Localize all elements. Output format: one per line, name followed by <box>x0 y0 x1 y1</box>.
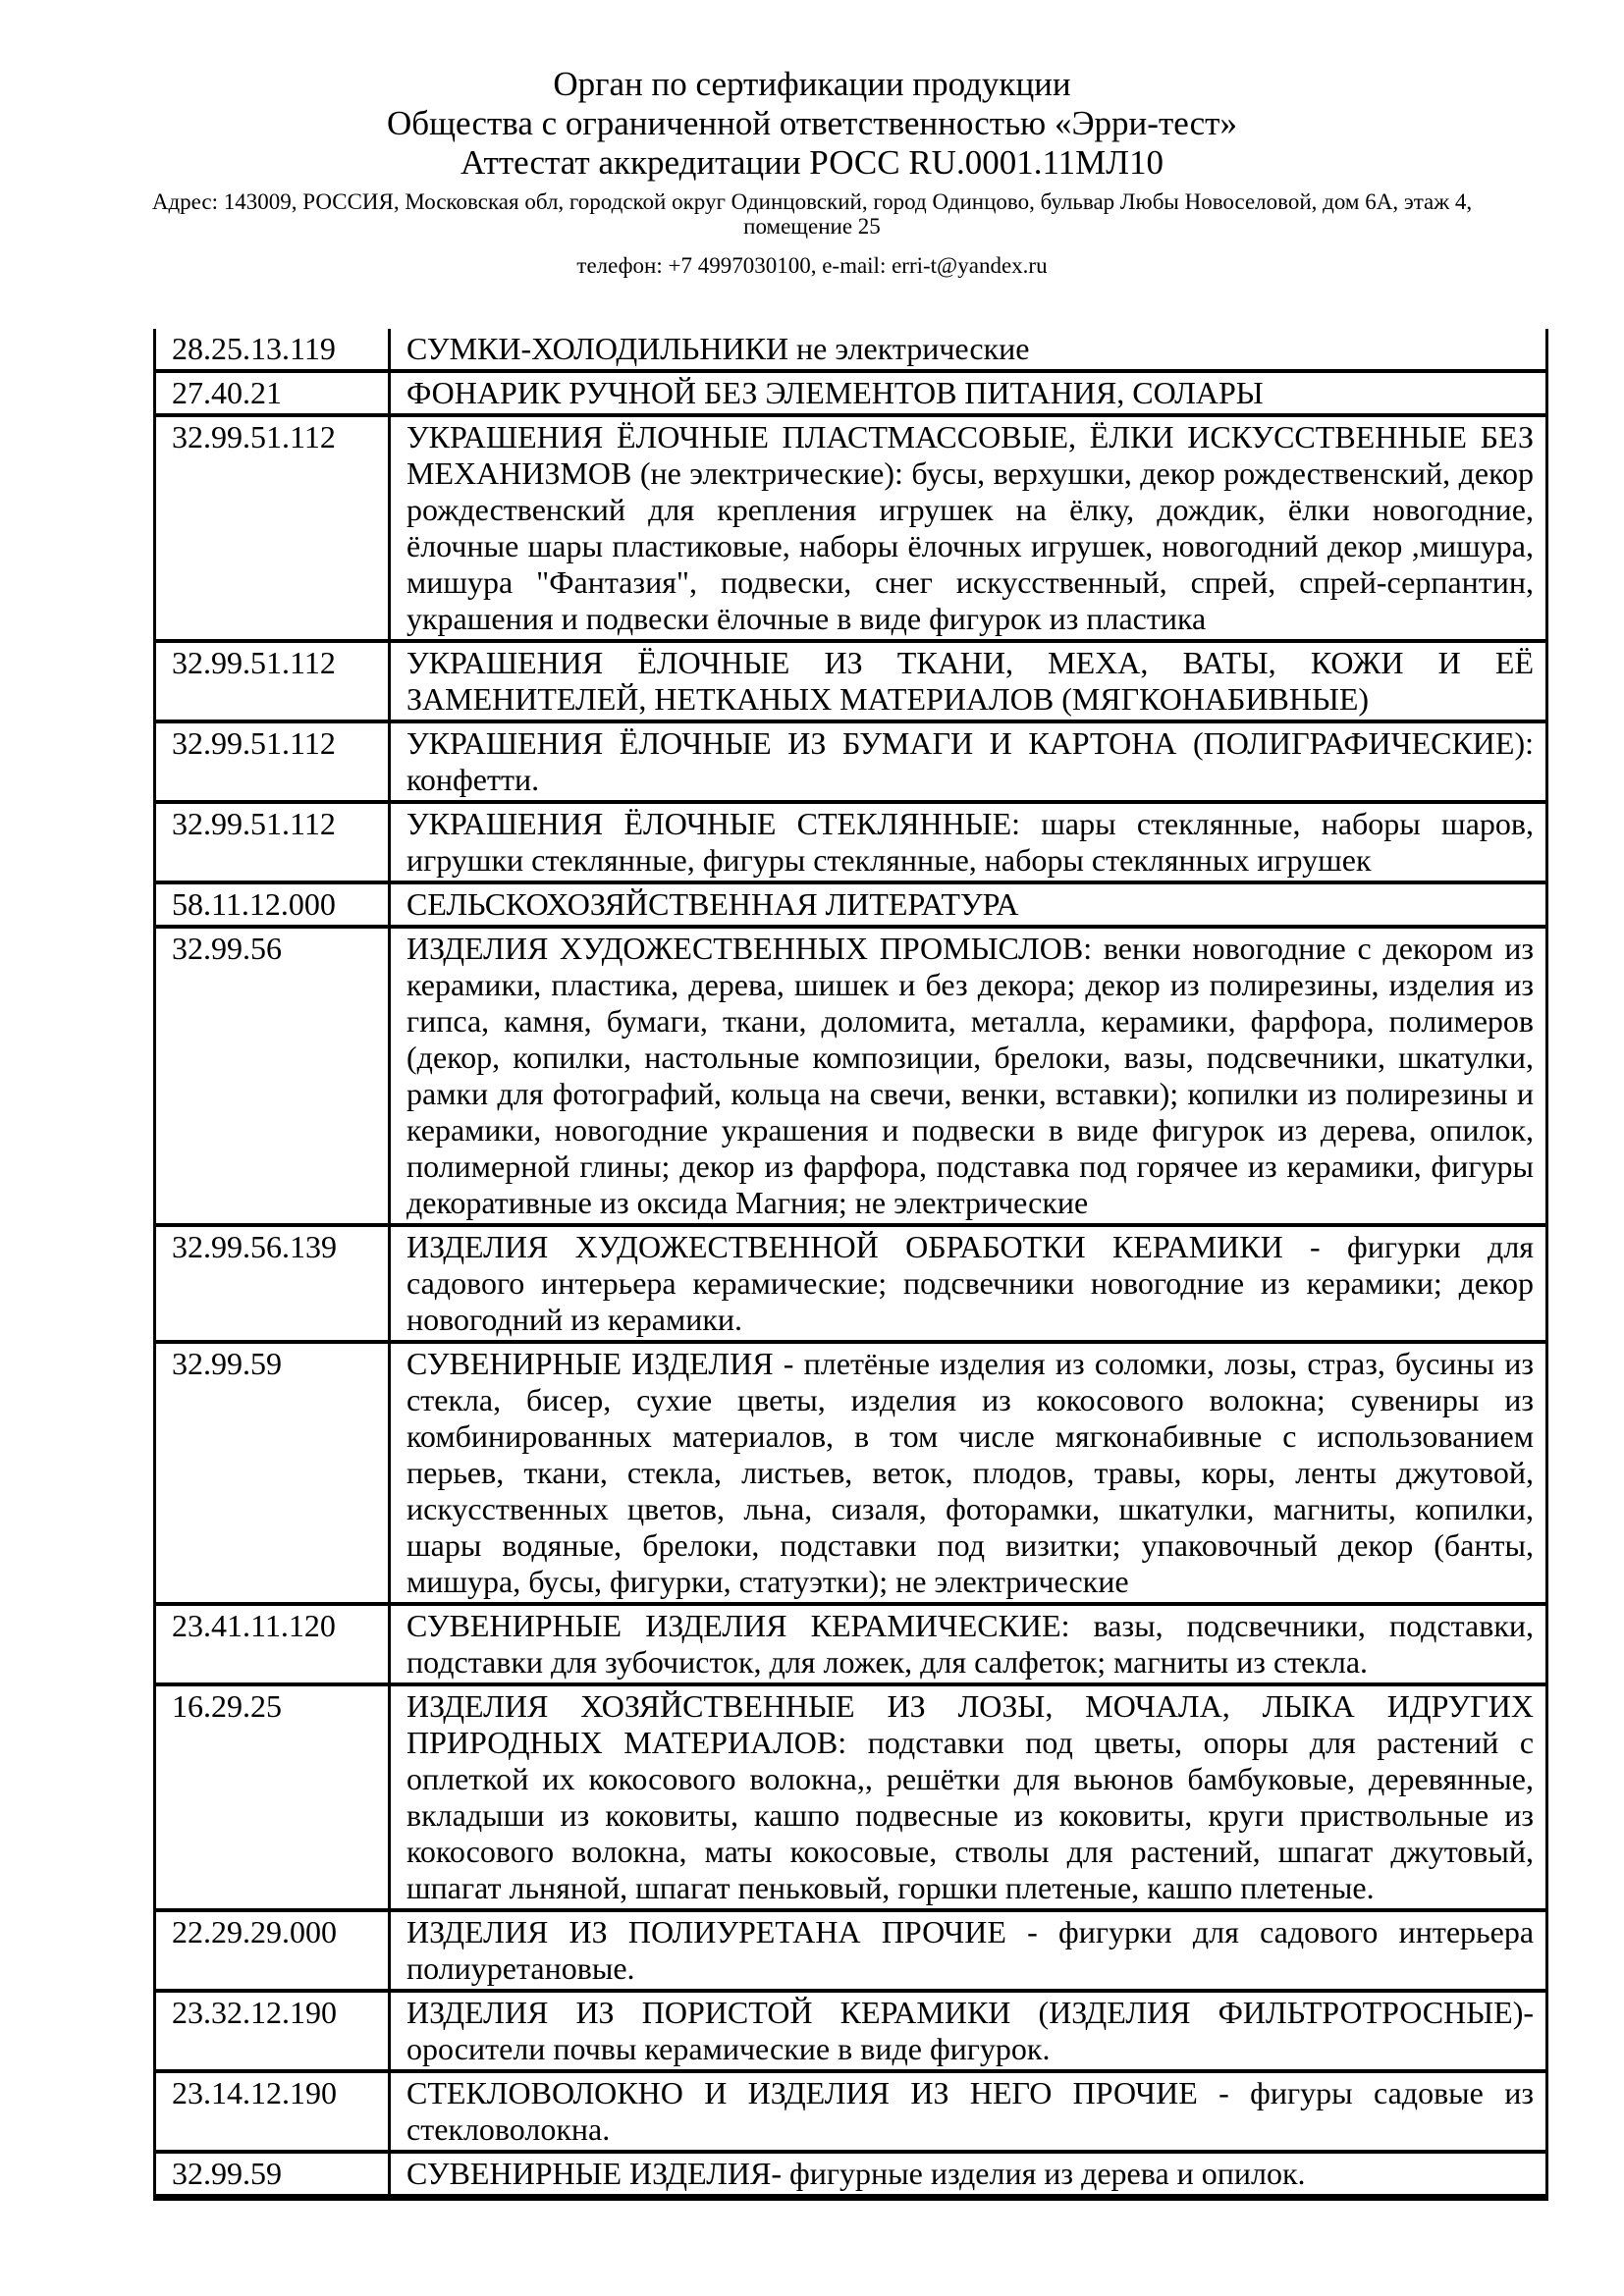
product-code-cell: 23.14.12.190 <box>156 2073 391 2150</box>
product-name: УКРАШЕНИЯ ЁЛОЧНЫЕ ИЗ ТКАНИ, МЕХА, ВАТЫ, КОЖИ И ЕЁ ЗАМЕНИТЕЛЕЙ, НЕТКАНЫХ МАТЕРИАЛОВ (МЯГКОНАБИВНЫЕ) <box>406 645 1534 717</box>
table-row <box>156 2154 1545 2194</box>
product-details: фигурные изделия из дерева и опилок. <box>789 2156 1306 2191</box>
product-description-cell <box>391 804 1545 881</box>
product-code-cell: 32.99.51.112 <box>156 804 391 881</box>
product-code-cell: 58.11.12.000 <box>156 884 391 925</box>
product-code-cell: 23.32.12.190 <box>156 1993 391 2069</box>
product-description-cell <box>391 373 1545 413</box>
product-details: шары стеклянные, наборы шаров, игрушки стеклянные, фигуры стеклянные, наборы стеклянных игрушек <box>406 806 1534 878</box>
product-code-cell: 23.41.11.120 <box>156 1606 391 1682</box>
org-title-line2: Общества с ограниченной ответственностью «Эрри-тест» <box>387 104 1237 142</box>
product-details: оросители почвы керамические в виде фигурок. <box>406 2031 1051 2066</box>
product-code-cell: 32.99.51.112 <box>156 643 391 720</box>
product-description-cell <box>391 884 1545 925</box>
product-description-cell <box>391 643 1545 720</box>
product-description-cell <box>391 2154 1545 2194</box>
accreditation-number: Аттестат аккредитации РОСС RU.0001.11МЛ10 <box>460 143 1164 182</box>
table-row <box>156 1344 1545 1606</box>
product-details: - фигурки для садового интерьера керамические; подсвечники новогодние из керамики; декор новогодний из керамики. <box>406 1229 1535 1337</box>
table-row <box>156 329 1545 373</box>
table-row <box>156 417 1545 643</box>
product-details: - фигурки для садового интерьера полиуретановые. <box>406 1914 1535 1986</box>
product-description-cell <box>391 1344 1545 1602</box>
product-name: СУМКИ-ХОЛОДИЛЬНИКИ <box>406 331 789 366</box>
product-code-cell: 27.40.21 <box>156 373 391 413</box>
product-name: УКРАШЕНИЯ ЁЛОЧНЫЕ ИЗ БУМАГИ И КАРТОНА (ПОЛИГРАФИЧЕСКИЕ): <box>406 725 1534 761</box>
table-row <box>156 1912 1545 1993</box>
contact-info: телефон: +7 4997030100, e-mail: erri-t@yandex.ru <box>576 253 1048 278</box>
certification-body-header <box>0 0 1624 278</box>
product-details: не электрические <box>796 331 1030 366</box>
product-name: ИЗДЕЛИЯ ХОЗЯЙСТВЕННЫЕ ИЗ ЛОЗЫ, МОЧАЛА, ЛЫКА ИДРУГИХ ПРИРОДНЫХ МАТЕРИАЛОВ: <box>406 1688 1534 1760</box>
product-name: СУВЕНИРНЫЕ ИЗДЕЛИЯ- <box>406 2156 782 2191</box>
product-details: (не электрические): бусы, верхушки, декор рождественский, декор рождественский для крепления игрушек на ёлку, дождик, ёлки новогодние, ёлочные шары пластиковые, наборы ёлочных игрушек, новогодний декор ,мишура, мишура "Фантазия", подвески, снег искусственный, спрей, спрей-серпантин, украшения и подвески ёлочные в виде фигурок из пластика <box>406 455 1535 636</box>
product-description-cell <box>391 1606 1545 1682</box>
org-title-line1: Орган по сертификации продукции <box>553 65 1071 103</box>
product-name: ИЗДЕЛИЯ ИЗ ПОРИСТОЙ КЕРАМИКИ (ИЗДЕЛИЯ ФИЛЬТРОТРОСНЫЕ)- <box>406 1995 1534 2030</box>
product-description-cell <box>391 1227 1545 1340</box>
product-details: - плетёные изделия из соломки, лозы, страз, бусины из стекла, бисер, сухие цветы, изделия из кокосового волокна; сувениры из комбинированных материалов, в том числе мягконабивные с использованием перьев, ткани, стекла, листьев, веток, плодов, травы, коры, ленты джутовой, искусственных цветов, льна, сизаля, фоторамки, шкатулки, магниты, копилки, шары водяные, брелоки, подставки под визитки; упаковочный декор (банты, мишура, бусы, фигурки, статуэтки); не электрические <box>406 1346 1535 1599</box>
product-name: УКРАШЕНИЯ ЁЛОЧНЫЕ ПЛАСТМАССОВЫЕ, ЁЛКИ ИСКУССТВЕННЫЕ БЕЗ МЕХАНИЗМОВ <box>406 419 1534 491</box>
product-description-cell <box>391 417 1545 639</box>
table-row <box>156 884 1545 929</box>
product-description-cell <box>391 1912 1545 1989</box>
product-name: ФОНАРИК РУЧНОЙ БЕЗ ЭЛЕМЕНТОВ ПИТАНИЯ, СОЛАРЫ <box>406 375 1264 410</box>
product-description-cell <box>391 723 1545 800</box>
product-details: конфетти. <box>406 762 540 797</box>
product-description-cell <box>391 2073 1545 2150</box>
product-name: СТЕКЛОВОЛОКНО И ИЗДЕЛИЯ ИЗ НЕГО ПРОЧИЕ <box>406 2075 1198 2110</box>
product-description-cell <box>391 929 1545 1223</box>
product-code-cell: 32.99.59 <box>156 1344 391 1602</box>
product-code-cell: 32.99.59 <box>156 2154 391 2194</box>
product-name: СУВЕНИРНЫЕ ИЗДЕЛИЯ КЕРАМИЧЕСКИЕ: <box>406 1608 1070 1643</box>
product-code-cell: 32.99.56 <box>156 929 391 1223</box>
product-name: ИЗДЕЛИЯ ХУДОЖЕСТВЕННЫХ ПРОМЫСЛОВ: <box>406 931 1093 966</box>
product-details: вазы, подсвечники, подставки, подставки для зубочисток, для ложек, для салфеток; магниты из стекла. <box>406 1608 1534 1680</box>
product-description-cell <box>391 329 1545 369</box>
table-row <box>156 1227 1545 1344</box>
table-row <box>156 929 1545 1227</box>
product-code-cell: 28.25.13.119 <box>156 329 391 369</box>
product-code-cell: 22.29.29.000 <box>156 1912 391 1989</box>
table-row <box>156 1686 1545 1912</box>
address-line2: помещение 25 <box>743 214 881 239</box>
product-code-cell: 32.99.51.112 <box>156 417 391 639</box>
table-row <box>156 804 1545 884</box>
table-row <box>156 1606 1545 1686</box>
product-name: ИЗДЕЛИЯ ИЗ ПОЛИУРЕТАНА ПРОЧИЕ <box>406 1914 1006 1949</box>
table-row <box>156 643 1545 723</box>
table-row <box>156 2073 1545 2154</box>
product-code-cell: 32.99.56.139 <box>156 1227 391 1340</box>
product-name: СУВЕНИРНЫЕ ИЗДЕЛИЯ <box>406 1346 774 1381</box>
product-code-cell: 16.29.25 <box>156 1686 391 1908</box>
table-row <box>156 1993 1545 2073</box>
product-name: ИЗДЕЛИЯ ХУДОЖЕСТВЕННОЙ ОБРАБОТКИ КЕРАМИКИ <box>406 1229 1283 1264</box>
table-row <box>156 723 1545 804</box>
product-description-cell <box>391 1993 1545 2069</box>
product-description-cell <box>391 1686 1545 1908</box>
address-line1: Адрес: 143009, РОССИЯ, Московская обл, городской округ Одинцовский, город Одинцово, бульвар Любы Новоселовой, дом 6А, этаж 4, <box>151 189 1473 214</box>
product-details: венки новогодние с декором из керамики, пластика, дерева, шишек и без декора; декор из полирезины, изделия из гипса, камня, бумаги, ткани, доломита, металла, керамики, фарфора, полимеров (декор, копилки, настольные композиции, брелоки, вазы, подсвечники, шкатулки, рамки для фотографий, кольца на свечи, венки, вставки); копилки из полирезины и керамики, новогодние украшения и подвески в виде фигурок из дерева, опилок, полимерной глины; декор из фарфора, подставка под горячее из керамики, фигуры декоративные из оксида Магния; не электрические <box>406 931 1535 1220</box>
table-row <box>156 373 1545 417</box>
product-code-cell: 32.99.51.112 <box>156 723 391 800</box>
product-name: УКРАШЕНИЯ ЁЛОЧНЫЕ СТЕКЛЯННЫЕ: <box>406 806 1021 841</box>
product-details: подставки под цветы, опоры для растений с оплеткой их кокосового волокна,, решётки для вьюнов бамбуковые, деревянные, вкладыши из коковиты, кашпо подвесные из коковиты, круги приствольные из кокосового волокна, маты кокосовые, стволы для растений, шпагат джутовый, шпагат льняной, шпагат пеньковый, горшки плетеные, кашпо плетеные. <box>406 1725 1535 1905</box>
product-name: СЕЛЬСКОХОЗЯЙСТВЕННАЯ ЛИТЕРАТУРА <box>406 886 1019 922</box>
product-details: - фигуры садовые из стекловолокна. <box>406 2075 1535 2147</box>
product-table <box>153 329 1548 2201</box>
